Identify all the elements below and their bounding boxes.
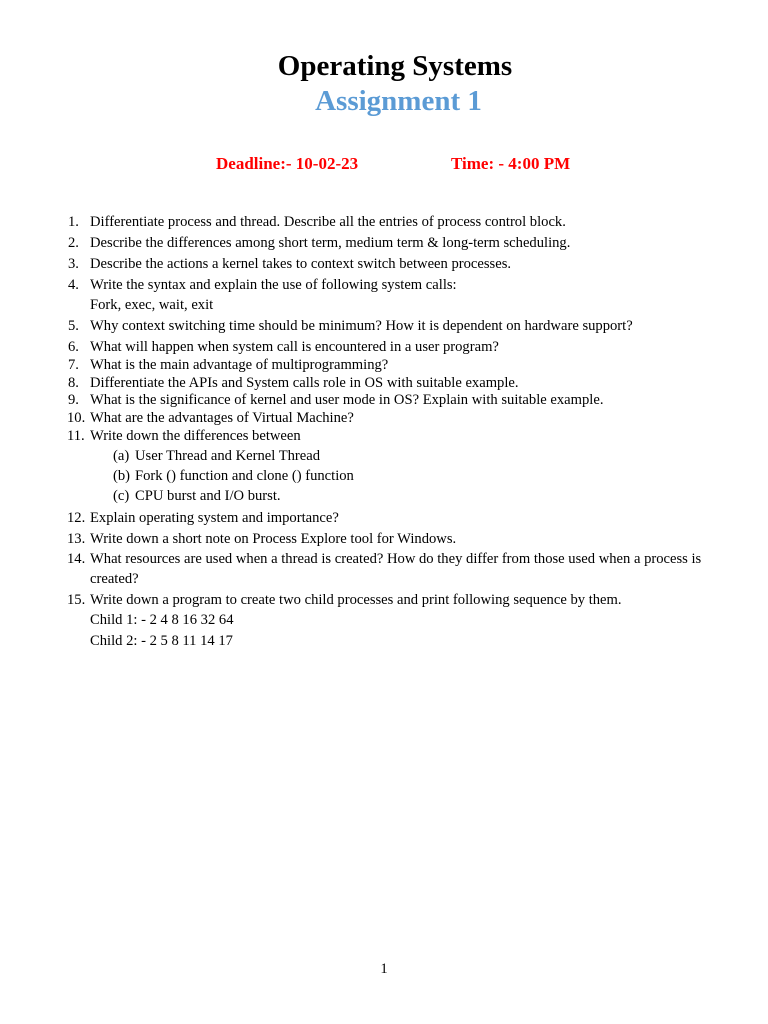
question-number: 14. bbox=[67, 551, 86, 567]
subitem-text: User Thread and Kernel Thread bbox=[135, 448, 321, 464]
question-number: 5. bbox=[68, 318, 79, 334]
question-number: 12. bbox=[67, 510, 86, 526]
deadline-label: Deadline:- 10-02-23 bbox=[216, 154, 359, 173]
question-text: Describe the differences among short term, medium term & long-term scheduling. bbox=[90, 235, 571, 251]
question-number: 8. bbox=[68, 375, 79, 391]
assignment-subtitle: Assignment 1 bbox=[315, 85, 482, 117]
subitem-label: (c) bbox=[113, 488, 130, 504]
subitem-label: (b) bbox=[113, 468, 131, 484]
question-text: What will happen when system call is encountered in a user program? bbox=[90, 339, 499, 355]
question-number: 10. bbox=[67, 410, 86, 426]
question-number: 2. bbox=[68, 235, 79, 251]
question-text: Explain operating system and importance? bbox=[90, 510, 339, 526]
question-number: 13. bbox=[67, 531, 86, 547]
subitem-text: Fork () function and clone () function bbox=[135, 468, 354, 484]
question-text: Child 1: - 2 4 8 16 32 64 bbox=[90, 612, 234, 628]
question-text: Write down a short note on Process Explore tool for Windows. bbox=[90, 531, 457, 547]
question-number: 9. bbox=[68, 392, 79, 408]
question-number: 11. bbox=[67, 428, 85, 444]
question-text: What is the main advantage of multiprogramming? bbox=[90, 357, 389, 373]
question-number: 1. bbox=[68, 214, 79, 230]
question-text: created? bbox=[90, 571, 139, 587]
question-number: 7. bbox=[68, 357, 79, 373]
question-text: Fork, exec, wait, exit bbox=[90, 297, 214, 313]
question-number: 4. bbox=[68, 277, 79, 293]
question-text: Differentiate process and thread. Describe all the entries of process control block. bbox=[90, 214, 566, 230]
question-text: Write down a program to create two child processes and print following sequence by them. bbox=[90, 592, 622, 608]
subitem-text: CPU burst and I/O burst. bbox=[135, 488, 281, 504]
question-text: What are the advantages of Virtual Machine? bbox=[90, 410, 354, 426]
question-text: What resources are used when a thread is created? How do they differ from those used when a process is bbox=[90, 551, 702, 567]
time-label: Time: - 4:00 PM bbox=[451, 154, 571, 173]
question-number: 3. bbox=[68, 256, 79, 272]
question-text: Differentiate the APIs and System calls role in OS with suitable example. bbox=[90, 375, 519, 391]
question-text: Child 2: - 2 5 8 11 14 17 bbox=[90, 633, 233, 649]
page-title: Operating Systems bbox=[277, 50, 513, 82]
question-text: What is the significance of kernel and user mode in OS? Explain with suitable example. bbox=[90, 392, 604, 408]
question-number: 15. bbox=[67, 592, 86, 608]
question-text: Write down the differences between bbox=[90, 428, 301, 444]
page-number: 1 bbox=[380, 961, 388, 977]
subitem-label: (a) bbox=[113, 448, 130, 464]
question-text: Write the syntax and explain the use of following system calls: bbox=[90, 277, 457, 293]
question-text: Why context switching time should be minimum? How it is dependent on hardware support? bbox=[90, 318, 633, 334]
question-number: 6. bbox=[68, 339, 79, 355]
question-text: Describe the actions a kernel takes to context switch between processes. bbox=[90, 256, 512, 272]
